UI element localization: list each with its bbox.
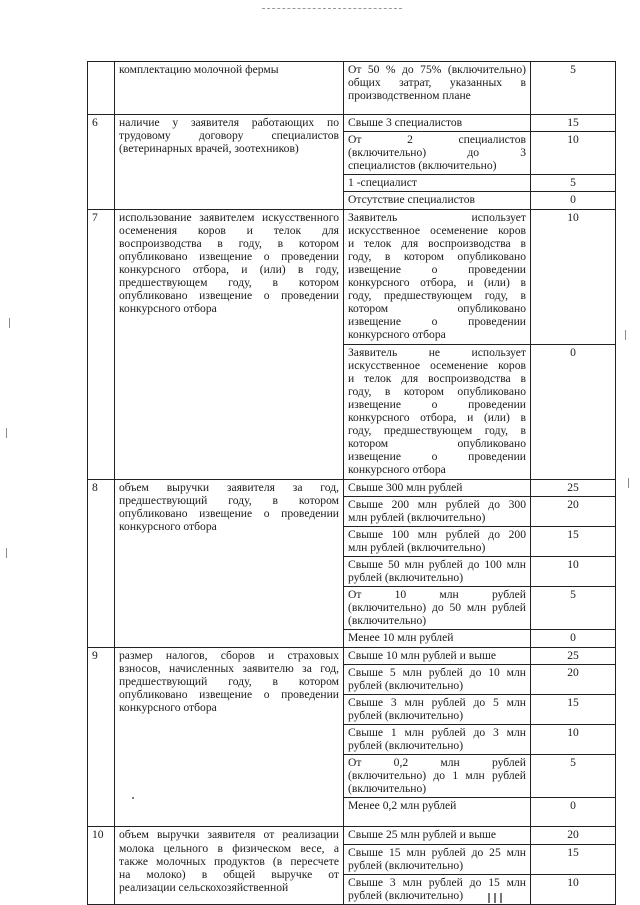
text-line: Заявитель не использует <box>348 345 526 359</box>
score-cell: 10 <box>531 132 616 175</box>
text-line: рублей (включительно) <box>348 858 464 872</box>
row-number: 6 <box>88 115 115 210</box>
score-cell: 5 <box>531 587 616 630</box>
text-line: воспроизводства в году, в котором <box>119 236 339 250</box>
criterion-cell <box>344 647 531 664</box>
margin-mark <box>6 428 7 438</box>
text-line: специалистов (включительно) <box>348 159 497 173</box>
text-line: осеменения коров и телок для <box>119 223 339 237</box>
parameter-cell <box>115 115 344 210</box>
text-line: котором опубликовано <box>348 302 526 316</box>
text-line: опубликовано извещение о проведении <box>119 249 339 263</box>
text-line: Свыше 50 млн рублей до 100 млн <box>348 557 526 571</box>
text-line: котором опубликовано <box>348 437 526 451</box>
criterion-cell <box>344 132 531 175</box>
score-cell: 25 <box>531 647 616 664</box>
text-line: и телок для воспроизводства в <box>348 236 526 250</box>
text-line: Свыше 1 млн рублей до 3 млн <box>348 726 526 739</box>
top-divider <box>262 8 402 9</box>
criterion-cell <box>344 526 531 556</box>
score-cell: 15 <box>531 694 616 724</box>
text-line: рублей (включительно) <box>348 708 464 722</box>
text-line: Свыше 3 млн рублей до 15 млн <box>348 875 526 889</box>
text-line: году, в котором опубликовано <box>348 249 526 263</box>
score-cell: 0 <box>531 344 616 479</box>
text-line: опубликовано извещение о проведении <box>119 687 339 701</box>
text-line: году, предшествующем году, в <box>348 424 526 438</box>
text-line: (включительно) <box>348 614 427 628</box>
score-cell: 10 <box>531 209 616 344</box>
criterion-cell <box>344 209 531 344</box>
text-line: объем выручки заявителя от реализации <box>119 828 339 842</box>
text-line: конкурсного отбора <box>119 302 217 316</box>
criterion-cell <box>344 479 531 496</box>
criterion-cell <box>344 694 531 724</box>
text-line: году, предшествующем году, в <box>348 289 526 303</box>
text-line: (включительно) до 1 млн рублей <box>348 769 526 783</box>
text-line: и телок для воспроизводства в <box>348 371 526 385</box>
text-line: извещение о проведении <box>348 262 526 276</box>
criterion-cell <box>344 556 531 586</box>
text-line: млн рублей (включительно) <box>348 510 486 524</box>
text-line: наличие у заявителя работающих по <box>119 116 339 129</box>
criterion-cell <box>344 587 531 630</box>
criterion-cell <box>344 798 531 827</box>
text-line: От 50 % до 75% (включительно) <box>348 63 526 76</box>
parameter-cell <box>115 209 344 479</box>
row-number: 10 <box>88 827 115 904</box>
score-cell: 20 <box>531 664 616 694</box>
score-cell: 5 <box>531 755 616 798</box>
text-line: предшествующем году, в котором <box>119 276 339 290</box>
criterion-cell <box>344 874 531 904</box>
text-line: году, в котором опубликовано <box>348 384 526 398</box>
text-line: Свыше 3 специалистов <box>348 116 463 129</box>
text-line: предшествующий году, в котором <box>119 674 339 688</box>
score-cell: 10 <box>531 556 616 586</box>
margin-mark <box>628 478 629 488</box>
text-line: рублей (включительно) <box>348 678 464 692</box>
table-row <box>88 479 616 496</box>
score-cell: 25 <box>531 479 616 496</box>
text-line: комплектацию молочной фермы <box>119 63 279 76</box>
score-cell: 0 <box>531 192 616 209</box>
text-line: Свыше 10 млн рублей и выше <box>348 648 497 662</box>
score-cell: 0 <box>531 798 616 827</box>
criterion-cell <box>344 630 531 647</box>
text-line: трудовому договору специалистов <box>119 129 339 143</box>
text-line: Свыше 200 млн рублей до 300 <box>348 497 526 511</box>
text-line: Отсутствие специалистов <box>348 193 475 207</box>
text-line: Свыше 15 млн рублей до 25 млн <box>348 845 526 859</box>
table-row <box>88 115 616 132</box>
criteria-table <box>87 61 616 905</box>
text-line: реализации сельскохозяйственной <box>119 880 289 894</box>
score-cell: 15 <box>531 115 616 132</box>
text-line: (включительно) <box>348 782 427 796</box>
criteria-table-body <box>88 62 616 905</box>
text-line: извещение о проведении <box>348 397 526 411</box>
table-row <box>88 62 616 115</box>
text-line: конкурсного отбора, и (или) в <box>348 276 526 290</box>
text-line: конкурсного отбора <box>348 463 446 477</box>
scan-marks <box>488 893 502 905</box>
text-line: От 10 млн рублей <box>348 588 526 602</box>
score-cell: 15 <box>531 526 616 556</box>
criterion-cell <box>344 175 531 192</box>
text-line: Менее 0,2 млн рублей <box>348 799 457 813</box>
text-line: также молочных продуктов (в пересчете <box>119 854 339 868</box>
margin-mark <box>6 548 7 558</box>
table-row <box>88 647 616 664</box>
row-number: 9 <box>88 647 115 827</box>
parameter-cell <box>115 479 344 647</box>
score-cell: 5 <box>531 62 616 115</box>
text-line: Заявитель использует <box>348 210 526 224</box>
parameter-cell <box>115 62 344 115</box>
text-line: размер налогов, сборов и страховых <box>119 648 339 662</box>
text-line: рублей (включительно) <box>348 739 464 753</box>
score-cell: 20 <box>531 827 616 844</box>
text-line: общих затрат, указанных в <box>348 76 526 90</box>
parameter-cell <box>115 827 344 904</box>
text-line: извещение о проведении <box>348 315 526 329</box>
text-line: рублей (включительно) <box>348 888 464 902</box>
text-line: Свыше 3 млн рублей до 5 млн <box>348 695 526 709</box>
scan-dot <box>132 797 134 799</box>
text-line: предшествующий году, в котором <box>119 493 339 507</box>
text-line: молока цельного в физическом весе, а <box>119 841 339 855</box>
text-line: объем выручки заявителя за год, <box>119 480 339 494</box>
text-line: использование заявителем искусственного <box>119 210 339 224</box>
criterion-cell <box>344 192 531 209</box>
row-number <box>88 62 115 115</box>
criterion-cell <box>344 827 531 844</box>
criterion-cell <box>344 725 531 755</box>
criterion-cell <box>344 755 531 798</box>
text-line: (включительно) до 3 <box>348 146 526 160</box>
text-line: конкурсного отбора, и (или) в <box>348 411 526 425</box>
text-line: Свыше 100 млн рублей до 200 <box>348 527 526 541</box>
text-line: 1 -специалист <box>348 176 417 190</box>
text-line: искусственное осеменение коров <box>348 358 526 372</box>
score-cell: 20 <box>531 496 616 526</box>
text-line: конкурсного отбора, и (или) в году, <box>119 262 339 276</box>
parameter-cell <box>115 647 344 827</box>
text-line: конкурсного отбора <box>348 328 446 342</box>
criterion-cell <box>344 115 531 132</box>
text-line: производственном плане <box>348 89 471 103</box>
text-line: искусственное осеменение коров <box>348 223 526 237</box>
text-line: От 2 специалистов <box>348 133 526 147</box>
text-line: Свыше 300 млн рублей <box>348 480 463 494</box>
score-cell: 15 <box>531 844 616 874</box>
score-cell: 10 <box>531 874 616 904</box>
row-number: 7 <box>88 209 115 479</box>
table-row <box>88 209 616 344</box>
text-line: Менее 10 млн рублей <box>348 631 454 645</box>
criterion-cell <box>344 344 531 479</box>
text-line: (включительно) до 50 млн рублей <box>348 601 526 615</box>
text-line: конкурсного отбора <box>119 519 217 533</box>
criterion-cell <box>344 62 531 115</box>
score-cell: 10 <box>531 725 616 755</box>
text-line: взносов, начисленных заявителю за год, <box>119 661 339 675</box>
score-cell: 0 <box>531 630 616 647</box>
text-line: Свыше 25 млн рублей и выше <box>348 828 497 842</box>
text-line: извещение о проведении <box>348 450 526 464</box>
table-row <box>88 827 616 844</box>
text-line: на молоко) в общей выручке от <box>119 867 339 881</box>
text-line: рублей (включительно) <box>348 571 464 585</box>
text-line: Свыше 5 млн рублей до 10 млн <box>348 665 526 679</box>
margin-mark <box>9 318 10 328</box>
criterion-cell <box>344 496 531 526</box>
text-line: (ветеринарных врачей, зоотехников) <box>119 142 299 156</box>
text-line: опубликовано извещение о проведении <box>119 506 339 520</box>
text-line: млн рублей (включительно) <box>348 540 486 554</box>
text-line: От 0,2 млн рублей <box>348 756 526 770</box>
criterion-cell <box>344 844 531 874</box>
criterion-cell <box>344 664 531 694</box>
row-number: 8 <box>88 479 115 647</box>
text-line: опубликовано извещение о проведении <box>119 289 339 303</box>
text-line: конкурсного отбора <box>119 700 217 714</box>
margin-mark <box>625 330 626 340</box>
score-cell: 5 <box>531 175 616 192</box>
